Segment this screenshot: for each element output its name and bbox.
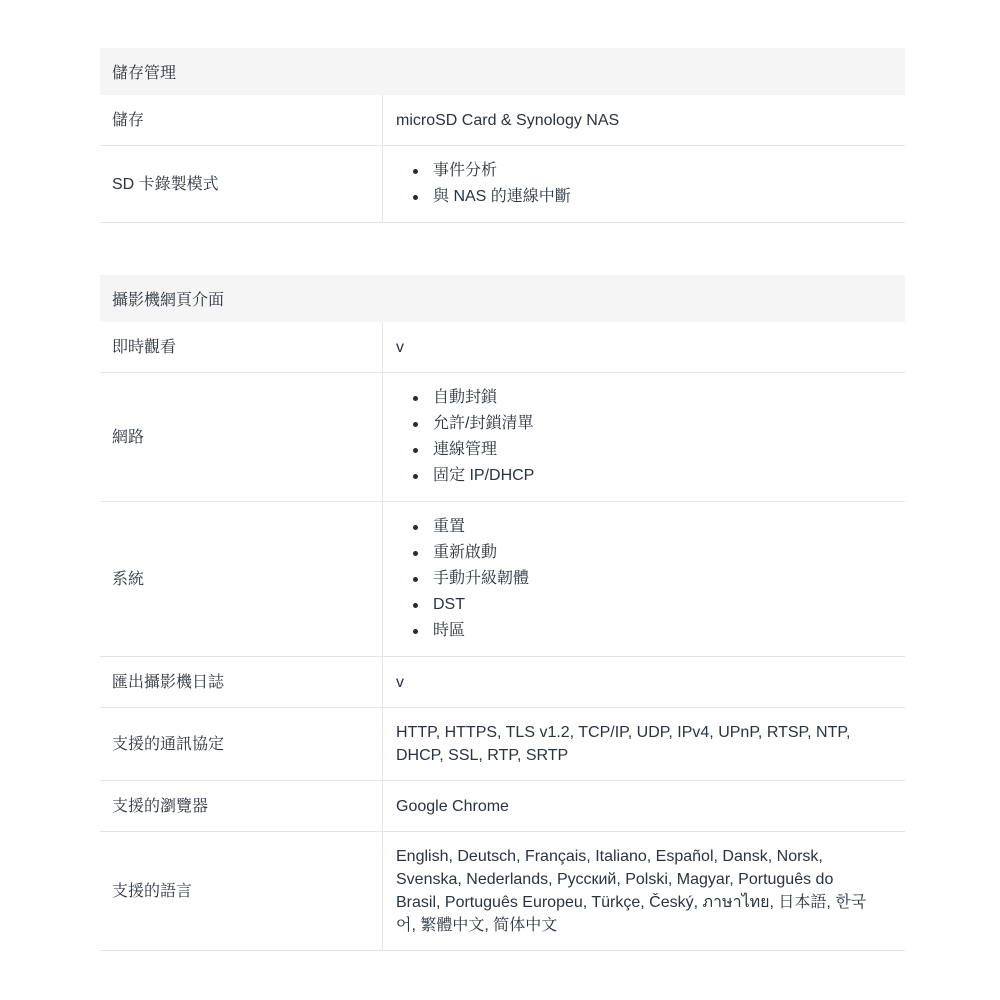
spec-label-text: 匯出攝影機日誌 [112,673,225,691]
spec-label-text: 即時觀看 [112,338,177,356]
spec-label-text: 支援的語言 [112,882,193,900]
spec-label-text: 網路 [112,428,145,446]
row-supported-browsers [100,781,905,832]
spec-value-text: v [396,338,404,356]
spec-label-storage [100,95,382,145]
list-item: 允許/封鎖清單 [396,411,534,437]
spec-label-text: 系統 [112,570,145,588]
row-supported-languages [100,832,905,951]
list-item: 事件分析 [396,158,571,184]
row-system [100,502,905,657]
spec-label-network [100,373,382,501]
section-title: 攝影機網頁介面 [112,292,225,309]
spec-value-supported-protocols [382,708,905,780]
list-item: 與 NAS 的連線中斷 [396,184,571,210]
spec-value-live-view [382,322,905,372]
spec-value-sd-card-recording-mode [382,146,905,222]
spec-value-text: microSD Card & Synology NAS [396,111,620,129]
spec-label-text: 儲存 [112,111,145,129]
list-item: DST [396,592,529,618]
spec-label-export-camera-logs [100,657,382,707]
spec-table [100,48,905,951]
spec-value-supported-languages [382,832,905,950]
spec-label-text: SD 卡錄製模式 [112,175,219,193]
section-storage-management [100,48,905,223]
spec-value-text: Google Chrome [396,797,509,815]
spec-value-supported-browsers [382,781,905,831]
list-item: 手動升級韌體 [396,566,529,592]
spec-label-supported-protocols [100,708,382,780]
list-item: 時區 [396,618,529,644]
section-camera-web-interface [100,275,905,951]
list-item: 重置 [396,514,529,540]
list-item: 自動封鎖 [396,385,534,411]
spec-label-live-view [100,322,382,372]
spec-label-system [100,502,382,656]
row-supported-protocols [100,708,905,781]
section-header-storage-management [100,48,905,95]
list-item: 重新啟動 [396,540,529,566]
row-sd-card-recording-mode [100,146,905,223]
bullet-list [396,514,529,644]
spec-value-text: English, Deutsch, Français, Italiano, Español, Dansk, Norsk, Svenska, Nederlands, Русский, Polski, Magyar, Português do Brasil, Português Europeu, Türkçe, Český, ภาษาไทย, 日本語, 한국어, 繁體中文, 简体中文 [396,848,867,934]
spec-value-network [382,373,905,501]
spec-value-export-camera-logs [382,657,905,707]
spec-label-text: 支援的瀏覽器 [112,797,209,815]
row-live-view [100,322,905,373]
bullet-list [396,385,534,489]
row-network [100,373,905,502]
section-title: 儲存管理 [112,65,177,82]
bullet-list [396,158,571,210]
spec-value-text: HTTP, HTTPS, TLS v1.2, TCP/IP, UDP, IPv4, UPnP, RTSP, NTP, DHCP, SSL, RTP, SRTP [396,724,851,764]
spec-label-supported-languages [100,832,382,950]
spec-value-storage [382,95,905,145]
spec-label-text: 支援的通訊協定 [112,735,225,753]
spec-label-sd-card-recording-mode [100,146,382,222]
spec-label-supported-browsers [100,781,382,831]
row-export-camera-logs [100,657,905,708]
list-item: 固定 IP/DHCP [396,463,534,489]
spec-value-text: v [396,673,404,691]
row-storage [100,95,905,146]
section-header-camera-web-interface [100,275,905,322]
list-item: 連線管理 [396,437,534,463]
spec-value-system [382,502,905,656]
